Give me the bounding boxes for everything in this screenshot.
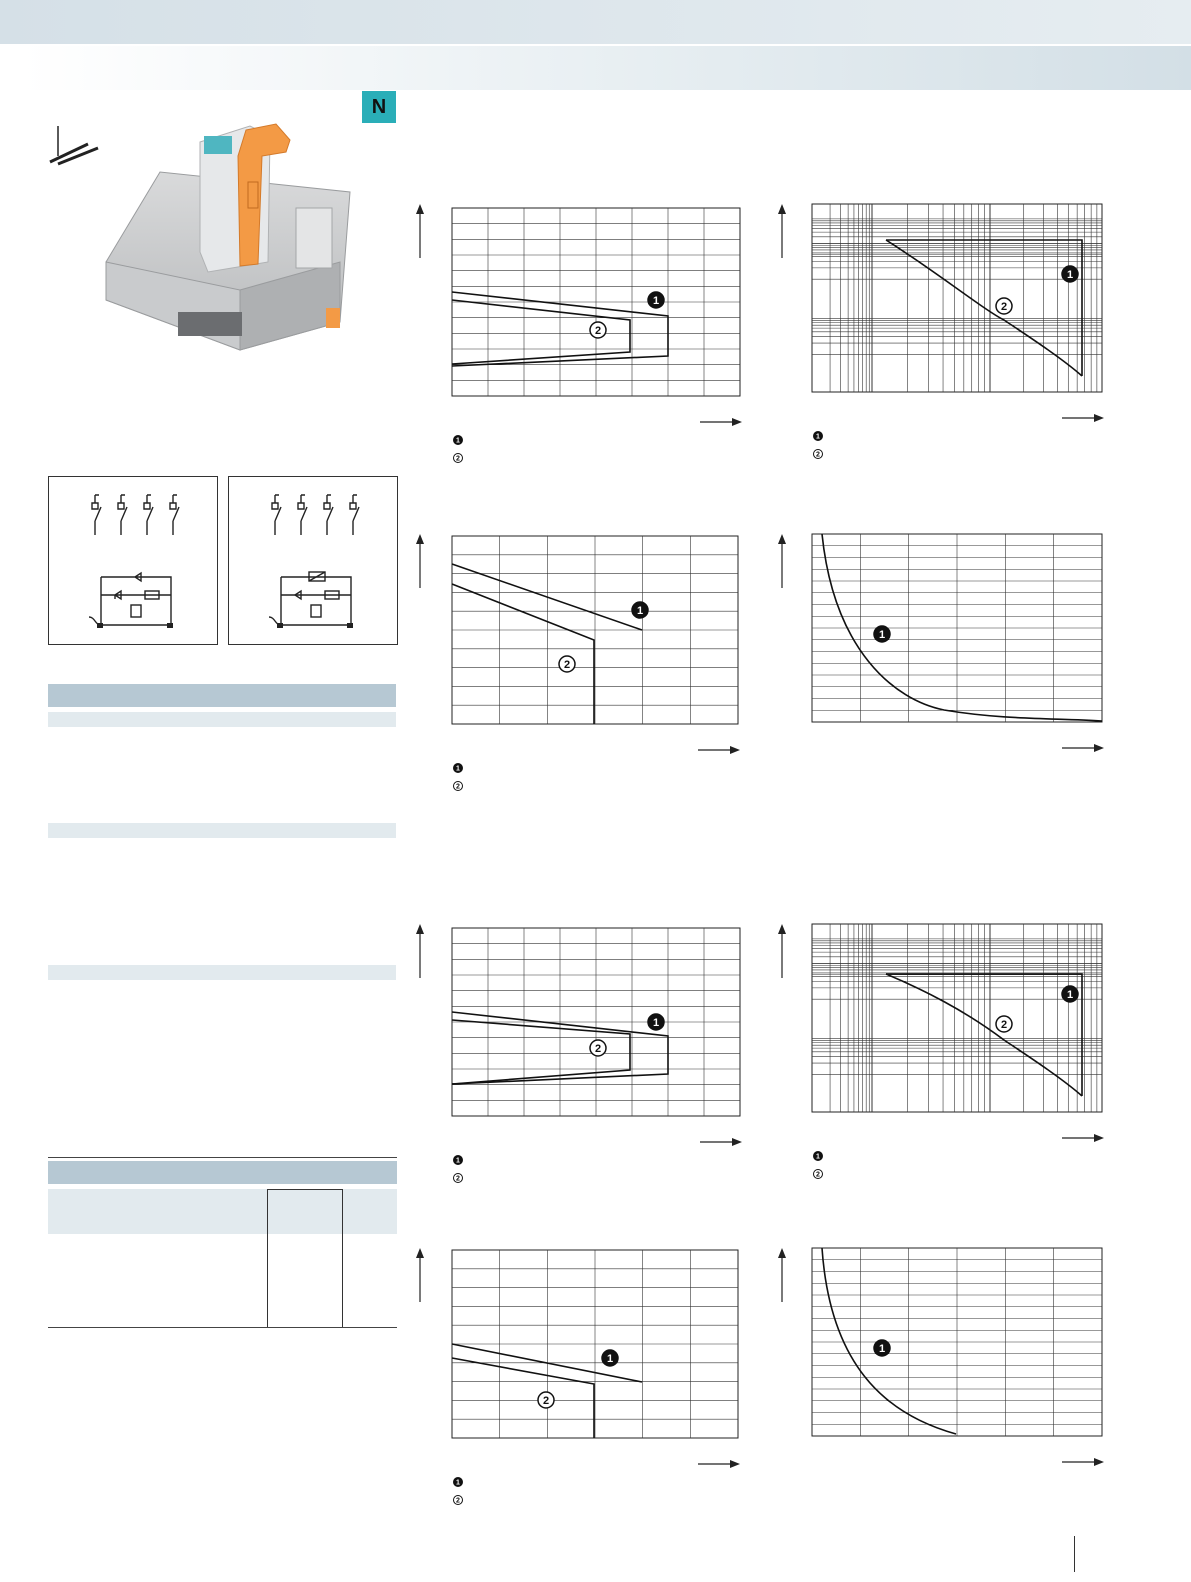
circuit-diagram-2 (228, 476, 398, 645)
grid-lines (452, 1250, 738, 1438)
x-axis-arrowhead (732, 1138, 742, 1146)
legend-marker-label: 1 (816, 1153, 820, 1161)
curve-2 (452, 584, 594, 724)
y-axis-arrowhead (778, 924, 786, 934)
tech-data-subheader-1 (48, 712, 396, 727)
circuit-diagram-1 (48, 476, 218, 645)
chart-1 (412, 200, 752, 470)
chart-8 (774, 1244, 1114, 1514)
legend-marker-label: 2 (456, 1175, 460, 1183)
y-axis-arrowhead (778, 204, 786, 214)
grid-lines (812, 204, 1102, 392)
legend-marker-label: 2 (456, 1497, 460, 1505)
chart-7 (412, 1244, 752, 1514)
legend-marker-label: 2 (816, 1171, 820, 1179)
circuit-schematic-2 (229, 477, 397, 644)
tech-data-header-bar (48, 684, 396, 707)
chart-5 (412, 920, 752, 1190)
legend-marker-label: 1 (456, 437, 460, 445)
legend-marker-label: 1 (456, 1479, 460, 1487)
chart-3 (412, 530, 752, 800)
x-axis-arrowhead (730, 1460, 740, 1468)
order-table-header-bar (48, 1161, 397, 1184)
legend-marker-label: 2 (456, 783, 460, 791)
curve-marker-label: 1 (1066, 989, 1074, 1001)
sub-header-band (22, 46, 1191, 90)
order-table-subheader (48, 1189, 397, 1234)
order-table-highlight-column (267, 1189, 343, 1327)
chart-2 (774, 200, 1114, 470)
curve-marker-label: 2 (542, 1395, 550, 1407)
curve-marker-label: 1 (878, 1343, 886, 1355)
tech-data-subheader-2 (48, 823, 396, 838)
x-axis-arrowhead (732, 418, 742, 426)
tech-data-subheader-3 (48, 965, 396, 980)
grid-lines (812, 1248, 1102, 1436)
y-axis-arrowhead (778, 534, 786, 544)
curve-marker-label: 2 (1000, 301, 1008, 313)
legend-marker-label: 1 (456, 765, 460, 773)
curve-1 (822, 1248, 956, 1434)
grid-lines (452, 928, 740, 1116)
curve-marker-label: 1 (636, 605, 644, 617)
x-axis-arrowhead (1094, 744, 1104, 752)
legend-marker-label: 1 (816, 433, 820, 441)
chart-6 (774, 920, 1114, 1190)
curve-1 (452, 564, 642, 630)
y-axis-arrowhead (778, 1248, 786, 1258)
grid-lines (812, 534, 1102, 722)
curve-marker-label: 1 (652, 295, 660, 307)
relay-module-image (100, 112, 356, 352)
y-axis-arrowhead (416, 204, 424, 214)
top-header-band (0, 0, 1191, 44)
curve-marker-label: 2 (594, 1043, 602, 1055)
curve-1 (822, 534, 1102, 721)
new-badge: N (362, 91, 396, 123)
legend-marker-label: 2 (816, 451, 820, 459)
curve-1 (886, 974, 1082, 1096)
curve-marker-label: 2 (594, 325, 602, 337)
y-axis-arrowhead (416, 534, 424, 544)
page-number-rule (1074, 1536, 1075, 1572)
curve-marker-label: 1 (1066, 269, 1074, 281)
curve-2 (452, 1358, 594, 1438)
order-table-top-rule (48, 1157, 397, 1158)
legend-marker-label: 1 (456, 1157, 460, 1165)
order-table-bottom-rule (48, 1327, 397, 1328)
din-rail-icon (48, 126, 104, 166)
grid-lines (452, 208, 740, 396)
x-axis-arrowhead (730, 746, 740, 754)
y-axis-arrowhead (416, 1248, 424, 1258)
grid-lines (812, 924, 1102, 1112)
x-axis-arrowhead (1094, 1458, 1104, 1466)
y-axis-arrowhead (416, 924, 424, 934)
curve-marker-label: 1 (878, 629, 886, 641)
grid-lines (452, 536, 738, 724)
circuit-schematic-1 (49, 477, 217, 644)
curve-marker-label: 1 (652, 1017, 660, 1029)
chart-4 (774, 530, 1114, 800)
curve-2 (886, 974, 1082, 1096)
curve-marker-label: 2 (563, 659, 571, 671)
curve-marker-label: 1 (606, 1353, 614, 1365)
x-axis-arrowhead (1094, 414, 1104, 422)
curve-2 (886, 240, 1082, 376)
curve-marker-label: 2 (1000, 1019, 1008, 1031)
legend-marker-label: 2 (456, 455, 460, 463)
x-axis-arrowhead (1094, 1134, 1104, 1142)
